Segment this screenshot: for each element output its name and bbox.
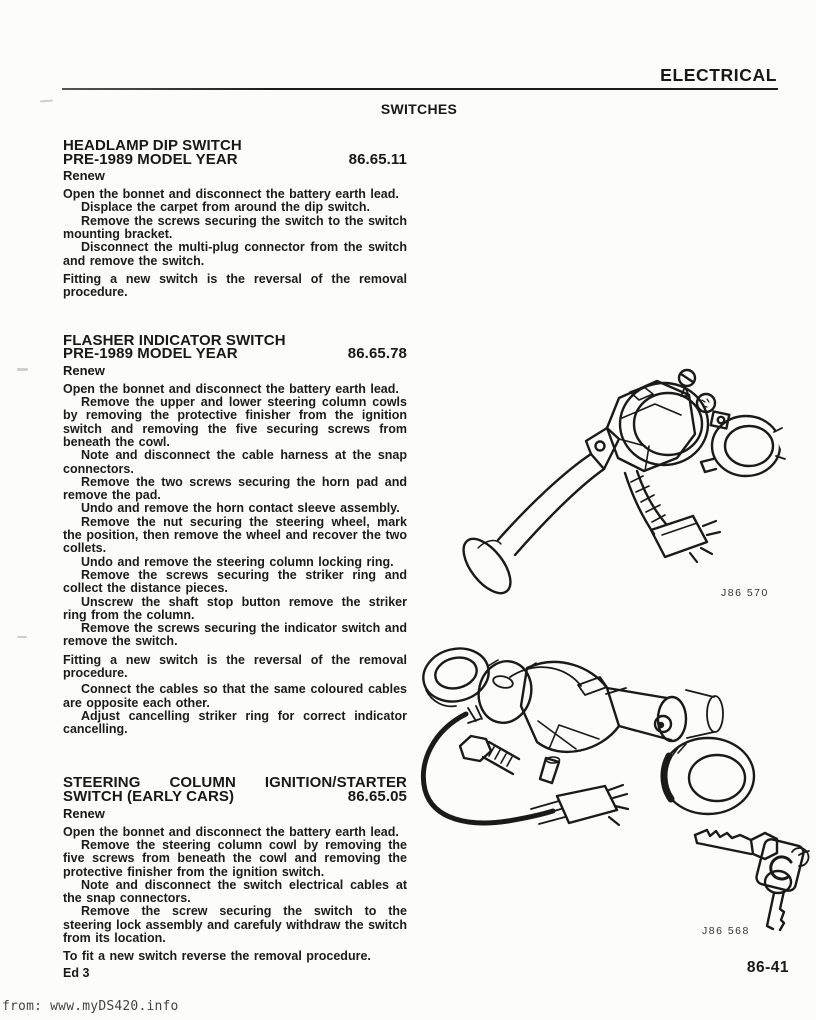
paragraph: Fitting a new switch is the reversal of the removal procedure. [63,271,407,300]
section-heading-line2: SWITCH (EARLY CARS) [63,788,235,806]
paragraph: Remove the screws securing the indicator switch and remove the switch. [63,621,407,649]
section-subheading: Renew [63,362,105,378]
paragraph: Undo and remove the steering column locking ring. [81,554,394,569]
section-subheading: Renew [63,805,105,821]
section-heading [63,774,407,806]
paragraph: Open the bonnet and disconnect the battery earth lead. [63,381,399,396]
section-heading [63,331,407,363]
header-rule [62,88,778,90]
paragraph: Remove the steering column cowl by removing the five screws from beneath the cowl and removing the protective finisher from the ignition switch. [63,837,407,879]
section-code: 86.65.11 [348,150,407,168]
section-heading-line1: HEADLAMP DIP SWITCH [63,137,242,154]
edition-label: Ed 3 [63,965,90,980]
ignition-switch-illustration [408,628,810,950]
paragraph: Open the bonnet and disconnect the battery earth lead. [63,824,399,839]
paragraph: Remove the upper and lower steering column cowls by removing the protective finisher from the ignition switch and removing the five securing screws from beneath the cowl. [63,395,407,449]
paragraph: Open the bonnet and disconnect the battery earth lead. [63,187,399,202]
section-body [63,383,407,737]
section-code: 86.65.05 [347,788,407,806]
section-heading-line1: FLASHER INDICATOR SWITCH [63,331,286,349]
section-heading-line2: PRE-1989 MODEL YEAR [63,345,238,363]
figure-label: J86 570 [721,587,769,599]
paragraph: Connect the cables so that the same coloured cables are opposite each other. [63,682,407,710]
section-code: 86.65.78 [347,345,407,363]
paragraph: Remove the screws securing the switch to the switch mounting bracket. [63,213,407,242]
paragraph: Note and disconnect the cable harness at the snap connectors. [63,448,407,476]
page-title: SWITCHES [380,101,458,117]
section-heading [63,139,407,166]
section-body [63,188,407,299]
section-heading-line1: STEERING COLUMN IGNITION/STARTER [63,774,407,792]
paragraph: Fitting a new switch is the reversal of the removal procedure. [63,652,407,680]
paragraph: Unscrew the shaft stop button remove the striker ring from the column. [63,594,407,622]
section-heading-line2: PRE-1989 MODEL YEAR [63,150,238,168]
scan-artifact [17,636,27,638]
paragraph: Note and disconnect the switch electrical cables at the snap connectors. [63,877,407,906]
paragraph: Disconnect the multi-plug connector from the switch and remove the switch. [63,240,407,268]
paragraph: Undo and remove the horn contact sleeve assembly. [81,501,400,516]
paragraph: Adjust cancelling striker ring for correct indicator cancelling. [63,708,407,737]
watermark: from: www.myDS420.info [2,999,179,1014]
text-column [63,139,407,980]
section-subheading: Renew [63,168,105,184]
section-body [63,826,407,964]
scan-artifact [17,368,28,371]
figure-label: J86 568 [702,925,750,937]
page-header: ELECTRICAL [660,65,777,85]
section-flasher-indicator-switch [63,331,407,737]
paragraph: To fit a new switch reverse the removal procedure. [63,949,371,964]
section-ignition-starter-switch [63,776,407,963]
paragraph: Remove the two screws securing the horn pad and remove the pad. [63,474,407,503]
page-number: 86-41 [746,959,789,976]
paragraph: Remove the screws securing the striker ring and collect the distance pieces. [63,567,407,596]
paragraph: Remove the nut securing the steering wheel, mark the position, then remove the wheel and recover the two collets. [63,514,407,556]
section-headlamp-dip-switch [63,139,407,300]
flasher-switch-illustration [440,358,800,608]
paragraph: Remove the screw securing the switch to the steering lock assembly and carefuly withdraw the switch from its location. [63,904,407,946]
paragraph: Displace the carpet from around the dip switch. [81,200,370,215]
